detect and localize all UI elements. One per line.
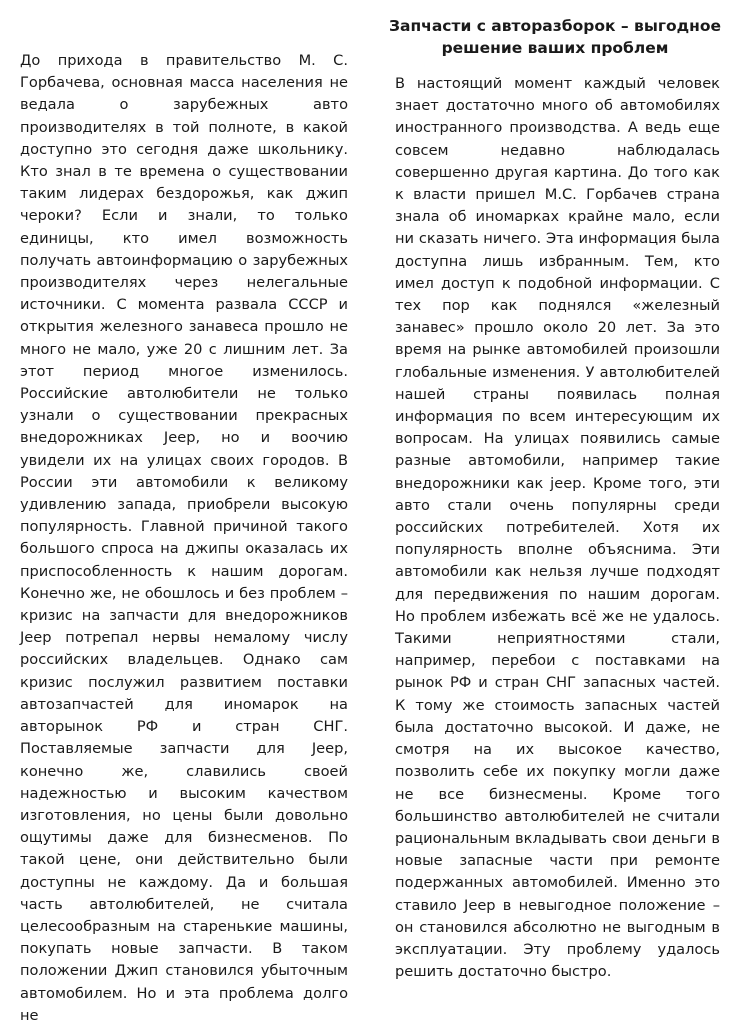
article-title: Запчасти с авторазборок – выгодное решение ваших проблем xyxy=(389,17,721,57)
right-text-column xyxy=(395,73,720,983)
left-paragraph: До прихода в правительство М. С. Горбачева, основная масса населения не ведала о зарубежных авто производителях в той полноте, в какой доступно это сегодня даже школьнику. Кто знал в те времена о существовании таким лидерах бездорожья, как джип чероки? Если и знали, то только единицы, кто имел возможность получать автоинформацию о зарубежных производителях через нелегальные источники. С момента развала СССР и открытия железного занавеса прошло не много не мало, уже 20 с лишним лет. За этот период многое изменилось. Российские автолюбители не только узнали о существовании прекрасных внедорожниках Jeep, но и воочию увидели их на улицах своих городов. В России эти автомобили к великому удивлению запада, приобрели высокую популярность. Главной причиной такого большого спроса на джипы оказалась их приспособленность к нашим дорогам. Конечно же, не обошлось и без проблем – кризис на запчасти для внедорожников Jeep потрепал нервы немалому числу российских владельцев. Однако сам кризис послужил развитием поставки автозапчастей для иномарок на авторынок РФ и стран СНГ. Поставляемые запчасти для Jeep, конечно же, славились своей надежностью и высоким качеством изготовления, но цены были довольно ощутимы даже для бизнесменов. По такой цене, они действительно были доступны не каждому. Да и большая часть автолюбителей, не считала целесообразным на старенькие машины, покупать новые запчасти. В таком положении Джип становился убыточным автомобилем. Но и эта проблема долго не xyxy=(20,52,348,1024)
right-paragraph: В настоящий момент каждый человек знает достаточно много об автомобилях иностранного производства. А ведь еще совсем недавно наблюдалась совершенно другая картина. До того как к власти пришел М.С. Горбачев страна знала об иномарках крайне мало, если ни сказать ничего. Эта информация была доступна лишь избранным. Тем, кто имел доступ к подобной информации. С тех пор как поднялся «железный занавес» прошло около 20 лет. За это время на рынке автомобилей произошли глобальные изменения. У автолюбителей нашей страны появилась полная информация по всем интересующим их вопросам. На улицах появились самые разные автомобили, например такие внедорожники как jeep. Кроме того, эти авто стали очень популярны среди российских потребителей. Хотя их популярность вполне объяснима. Эти автомобили как нельзя лучше подходят для передвижения по нашим дорогам. Но проблем избежать всё же не удалось. Такими неприятностями стали, например, перебои с поставками на рынок РФ и стран СНГ запасных частей. К тому же стоимость запасных частей была достаточно высокой. И даже, не смотря на их высокое качество, позволить себе их покупку могли даже не все бизнесмены. Кроме того большинство автолюбителей не считали рациональным вкладывать свои деньги в новые запасные части при ремонте подержанных автомобилей. Именно это ставило Jeep в невыгодное положение – он становился абсолютно не выгодным в эксплуатации. Эту проблему удалось решить достаточно быстро. xyxy=(395,75,720,981)
left-text-column xyxy=(20,50,348,1027)
